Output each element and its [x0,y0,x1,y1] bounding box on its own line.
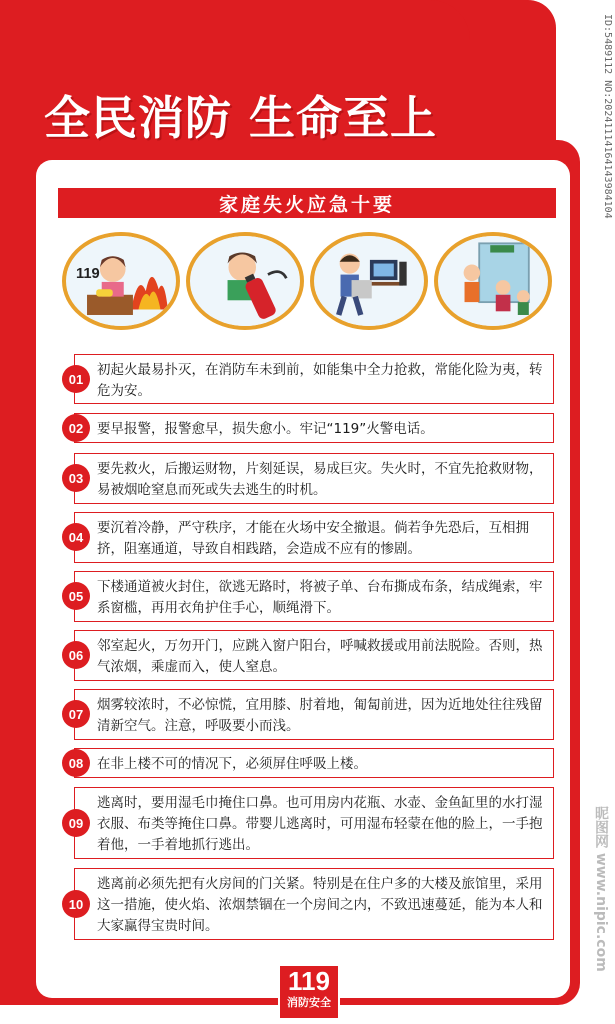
svg-text:119: 119 [76,266,100,283]
list-item: 要沉着冷静，严守秩序，才能在火场中安全撤退。倘若争先恐后，互相拥挤，阻塞通道，导致自相践踏，会造成不应有的惨剧。 [74,512,554,563]
list-item: 要早报警，报警愈早，损失愈小。牢记“119”火警电话。 [74,413,554,443]
list-item: 要先救火，后搬运财物，片刻延误，易成巨灾。失火时，不宜先抢救财物，易被烟呛窒息而死或失去逃生的时机。 [74,453,554,504]
item-number-badge: 08 [62,749,90,777]
item-number-badge: 07 [62,700,90,728]
item-number-badge: 01 [62,365,90,393]
phone-call-icon [62,232,180,330]
watermark: 昵图网 www.nipic.com [593,806,609,972]
fire-safety-badge [278,964,340,1020]
item-number-badge: 10 [62,890,90,918]
list-item: 逃离前必须先把有火房间的门关紧。特别是在住户多的大楼及旅馆里，采用这一措施，使火焰、浓烟禁锢在一个房间之内，不致迅速蔓延，能为本人和大家赢得宝贵时间。 [74,868,554,940]
page-title: 全民消防 生命至上 [44,91,438,145]
item-number-badge: 05 [62,582,90,610]
section-title: 家庭失火应急十要 [58,188,556,218]
list-item: 下楼通道被火封住，欲逃无路时，将被子单、台布撕成布条，结成绳索，牢系窗槛，再用衣角护住手心，顺绳滑下。 [74,571,554,622]
moving-belongings-icon [310,232,428,330]
item-number-badge: 03 [62,464,90,492]
image-id-text: ID:5489112 NO:20241114164143984104 [602,14,613,219]
badge-label: 消防安全 [287,996,331,1009]
list-item: 邻室起火，万勿开门，应跳入窗户阳台，呼喊救援或用前法脱险。否则，热气浓烟，乘虚而入，使人窒息。 [74,630,554,681]
fire-extinguisher-icon [186,232,304,330]
list-item: 烟雾较浓时，不必惊慌，宜用膝、肘着地，匍匐前进，因为近地处往往残留清新空气。注意，呼吸要小而浅。 [74,689,554,740]
item-number-badge: 04 [62,523,90,551]
item-number-badge: 09 [62,809,90,837]
list-item: 在非上楼不可的情况下，必须屏住呼吸上楼。 [74,748,554,778]
evacuation-icon [434,232,552,330]
item-number-badge: 06 [62,641,90,669]
list-item: 初起火最易扑灭，在消防车未到前，如能集中全力抢救，常能化险为夷，转危为安。 [74,354,554,404]
badge-number: 119 [288,966,330,996]
item-number-badge: 02 [62,414,90,442]
list-item: 逃离时，要用湿毛巾掩住口鼻。也可用房内花瓶、水壶、金鱼缸里的水打湿衣服、布类等掩住口鼻。带婴儿逃离时，可用湿布轻蒙在他的脸上，一手抱着他，一手着地抓行逃出。 [74,787,554,859]
